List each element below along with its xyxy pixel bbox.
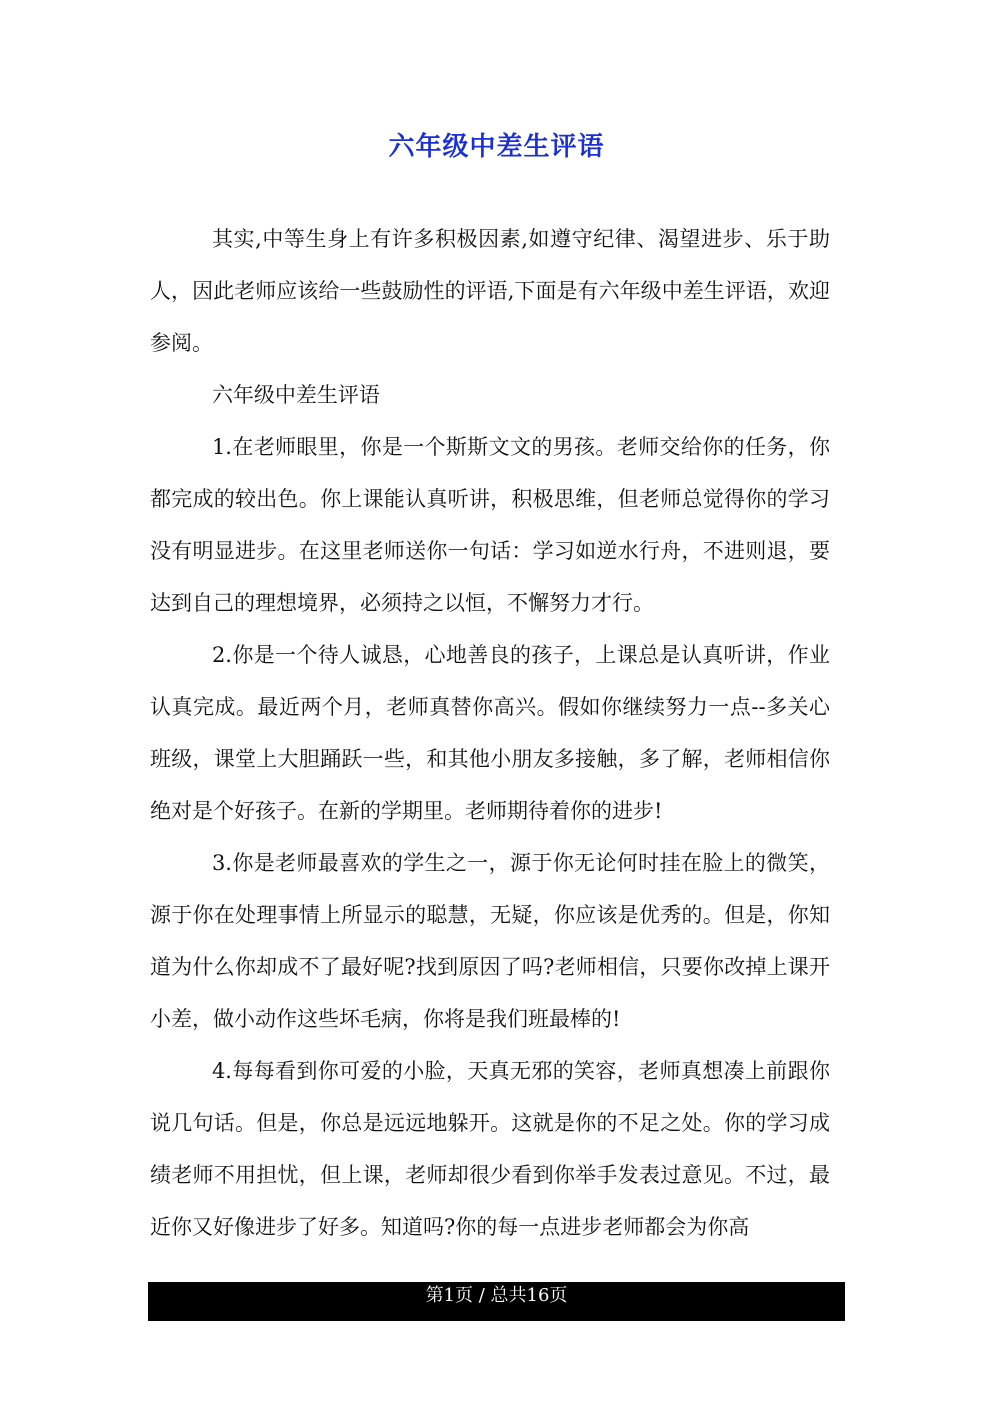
page-number-label: 第1页 / 总共16页 <box>425 1285 568 1306</box>
comment-paragraph-4: 4.每每看到你可爱的小脸，天真无邪的笑容，老师真想凑上前跟你说几句话。但是，你总是远远地躲开。这就是你的不足之处。你的学习成绩老师不用担忧，但上课，老师却很少看到你举手发表过意见。不过，最近你又好像进步了好多。知道吗?你的每一点进步老师都会为你高 <box>150 1059 830 1239</box>
intro-paragraph: 其实,中等生身上有许多积极因素,如遵守纪律、渴望进步、乐于助人，因此老师应该给一些鼓励性的评语,下面是有六年级中差生评语，欢迎参阅。 <box>150 227 830 355</box>
page-footer <box>148 1282 845 1321</box>
section-subtitle: 六年级中差生评语 <box>211 383 380 407</box>
comment-paragraph-3: 3.你是老师最喜欢的学生之一，源于你无论何时挂在脸上的微笑，源于你在处理事情上所显示的聪慧，无疑，你应该是优秀的。但是，你知道为什么你却成不了最好呢?找到原因了吗?老师相信，只要你改掉上课开小差，做小动作这些坏毛病，你将是我们班最棒的! <box>150 851 830 1031</box>
comment-paragraph-1: 1.在老师眼里，你是一个斯斯文文的男孩。老师交给你的任务，你都完成的较出色。你上课能认真听讲，积极思维，但老师总觉得你的学习没有明显进步。在这里老师送你一句话：学习如逆水行舟，不进则退，要达到自己的理想境界，必须持之以恒，不懈努力才行。 <box>150 435 830 615</box>
document-title: 六年级中差生评语 <box>388 132 605 162</box>
document-body <box>150 213 830 1253</box>
comment-paragraph-2: 2.你是一个待人诚恳，心地善良的孩子，上课总是认真听讲，作业认真完成。最近两个月，老师真替你高兴。假如你继续努力一点--多关心班级，课堂上大胆踊跃一些，和其他小朋友多接触，多了解，老师相信你绝对是个好孩子。在新的学期里。老师期待着你的进步! <box>150 643 830 823</box>
